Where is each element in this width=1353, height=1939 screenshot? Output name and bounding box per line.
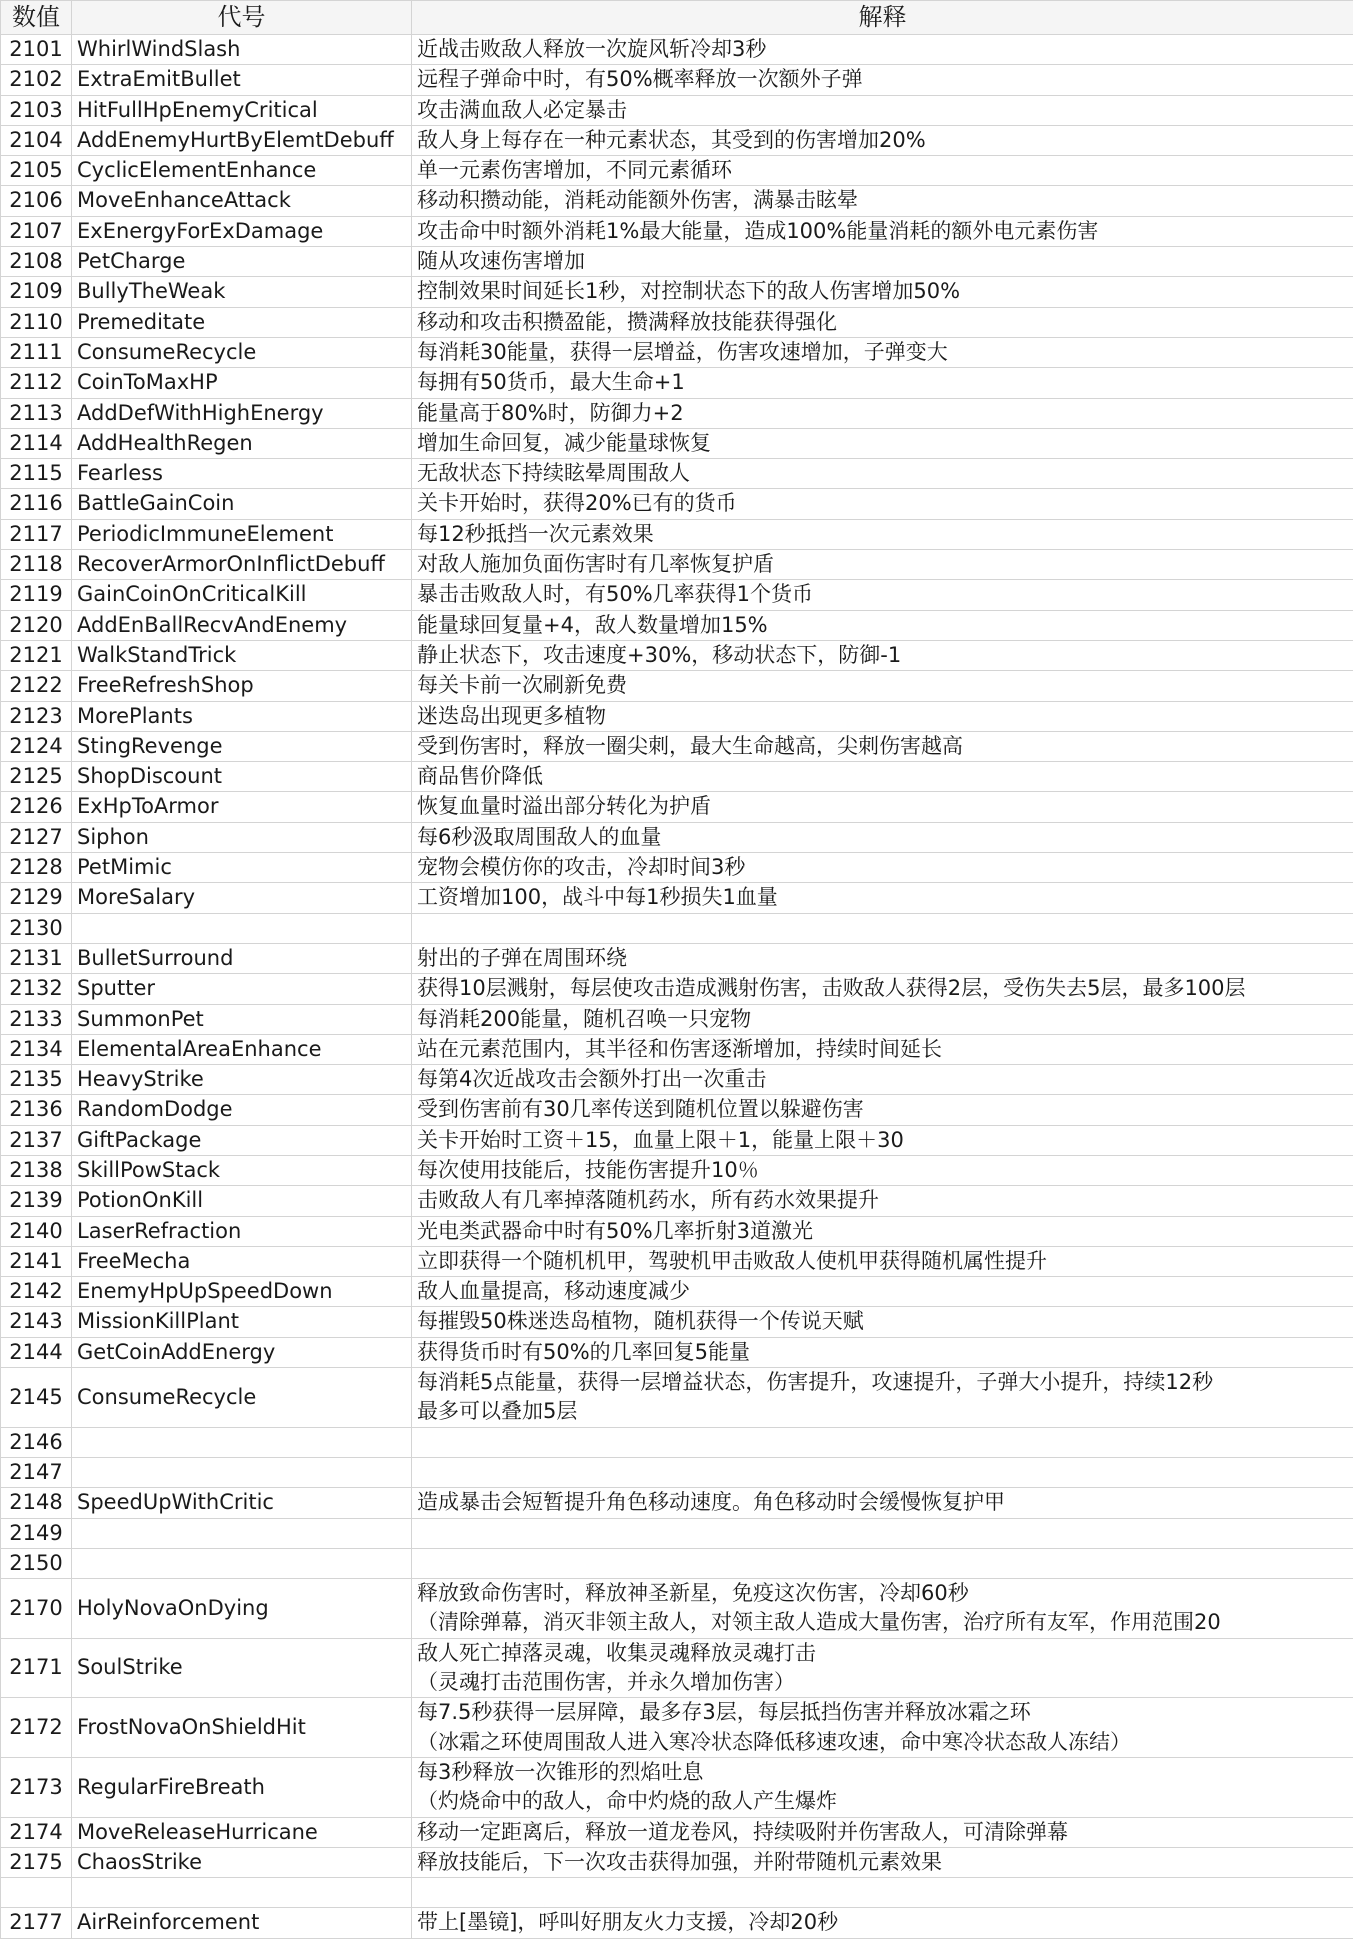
cell-num[interactable]: 2121 xyxy=(1,640,72,670)
header-row xyxy=(1,1,1353,35)
cell-code[interactable]: AddHealthRegen xyxy=(72,428,412,458)
cell-num[interactable]: 2120 xyxy=(1,610,72,640)
cell-code[interactable]: FreeMecha xyxy=(72,1246,412,1276)
cell-num[interactable]: 2136 xyxy=(1,1095,72,1125)
cell-desc[interactable] xyxy=(412,701,1353,731)
table-row xyxy=(1,247,1353,277)
cell-code[interactable]: CyclicElementEnhance xyxy=(72,156,412,186)
cell-code[interactable]: RegularFireBreath xyxy=(72,1757,412,1817)
cell-code[interactable]: WhirlWindSlash xyxy=(72,35,412,65)
cell-desc[interactable] xyxy=(412,1337,1353,1367)
table-row xyxy=(1,1065,1353,1095)
cell-num[interactable]: 2122 xyxy=(1,671,72,701)
table-row xyxy=(1,337,1353,367)
desc-line: 迷迭岛出现更多植物 xyxy=(417,702,1353,731)
table-row xyxy=(1,307,1353,337)
cell-desc[interactable] xyxy=(412,1457,1353,1487)
desc-line: 关卡开始时工资＋15，血量上限＋1，能量上限＋30 xyxy=(417,1126,1353,1155)
cell-code[interactable] xyxy=(72,1518,412,1548)
cell-desc[interactable] xyxy=(412,1908,1353,1938)
cell-code[interactable]: AddDefWithHighEnergy xyxy=(72,398,412,428)
desc-line: 每7.5秒获得一层屏障，最多存3层，每层抵挡伤害并释放冰霜之环 xyxy=(417,1698,1353,1727)
cell-code[interactable]: MoveReleaseHurricane xyxy=(72,1817,412,1847)
cell-num[interactable]: 2125 xyxy=(1,762,72,792)
table-row xyxy=(1,125,1353,155)
cell-code[interactable]: BullyTheWeak xyxy=(72,277,412,307)
cell-code[interactable]: Siphon xyxy=(72,822,412,852)
cell-num[interactable]: 2174 xyxy=(1,1817,72,1847)
cell-desc[interactable] xyxy=(412,1757,1353,1817)
header-num[interactable]: 数值 xyxy=(1,1,72,35)
cell-desc[interactable] xyxy=(412,1638,1353,1698)
cell-desc[interactable] xyxy=(412,671,1353,701)
cell-code[interactable]: FrostNovaOnShieldHit xyxy=(72,1698,412,1758)
desc-line: 暴击击败敌人时，有50%几率获得1个货币 xyxy=(417,580,1353,609)
header-code[interactable]: 代号 xyxy=(72,1,412,35)
cell-code[interactable]: FreeRefreshShop xyxy=(72,671,412,701)
cell-num[interactable]: 2128 xyxy=(1,853,72,883)
cell-desc[interactable] xyxy=(412,156,1353,186)
cell-num[interactable]: 2144 xyxy=(1,1337,72,1367)
desc-line: （清除弹幕，消灭非领主敌人，对领主敌人造成大量伤害，治疗所有友军，作用范围20 xyxy=(417,1608,1353,1637)
table-row xyxy=(1,1847,1353,1877)
cell-desc[interactable] xyxy=(412,580,1353,610)
cell-num[interactable]: 2124 xyxy=(1,731,72,761)
cell-num[interactable]: 2171 xyxy=(1,1638,72,1698)
desc-line: 光电类武器命中时有50%几率折射3道激光 xyxy=(417,1217,1353,1246)
table-row xyxy=(1,1034,1353,1064)
cell-code[interactable]: GiftPackage xyxy=(72,1125,412,1155)
cell-code[interactable]: BulletSurround xyxy=(72,943,412,973)
cell-code[interactable] xyxy=(72,1427,412,1457)
cell-code[interactable]: MoreSalary xyxy=(72,883,412,913)
cell-desc[interactable] xyxy=(412,1847,1353,1877)
cell-desc[interactable] xyxy=(412,610,1353,640)
cell-num[interactable]: 2135 xyxy=(1,1065,72,1095)
cell-desc[interactable] xyxy=(412,1277,1353,1307)
table-row xyxy=(1,368,1353,398)
table-row xyxy=(1,1698,1353,1758)
cell-desc[interactable] xyxy=(412,974,1353,1004)
cell-code[interactable]: ExEnergyForExDamage xyxy=(72,216,412,246)
cell-num[interactable]: 2113 xyxy=(1,398,72,428)
cell-num[interactable]: 2132 xyxy=(1,974,72,1004)
cell-num[interactable]: 2117 xyxy=(1,519,72,549)
cell-desc[interactable] xyxy=(412,913,1353,943)
cell-code[interactable]: SpeedUpWithCritic xyxy=(72,1488,412,1518)
cell-desc[interactable] xyxy=(412,731,1353,761)
cell-num[interactable]: 2141 xyxy=(1,1246,72,1276)
cell-code[interactable]: GetCoinAddEnergy xyxy=(72,1337,412,1367)
table-row xyxy=(1,1757,1353,1817)
cell-num[interactable]: 2140 xyxy=(1,1216,72,1246)
cell-num[interactable]: 2118 xyxy=(1,550,72,580)
desc-line: 攻击满血敌人必定暴击 xyxy=(417,96,1353,125)
cell-num[interactable]: 2170 xyxy=(1,1579,72,1639)
table-row xyxy=(1,913,1353,943)
table-row xyxy=(1,853,1353,883)
table-row xyxy=(1,1004,1353,1034)
cell-num[interactable]: 2114 xyxy=(1,428,72,458)
desc-line: 释放致命伤害时，释放神圣新星，免疫这次伤害，冷却60秒 xyxy=(417,1579,1353,1608)
cell-code[interactable] xyxy=(72,1878,412,1908)
desc-line: 敌人身上每存在一种元素状态，其受到的伤害增加20% xyxy=(417,126,1353,155)
cell-num[interactable]: 2103 xyxy=(1,95,72,125)
cell-desc[interactable] xyxy=(412,519,1353,549)
cell-num[interactable]: 2149 xyxy=(1,1518,72,1548)
cell-num[interactable]: 2147 xyxy=(1,1457,72,1487)
desc-line: 每消耗30能量，获得一层增益，伤害攻速增加，子弹变大 xyxy=(417,338,1353,367)
desc-line: 站在元素范围内，其半径和伤害逐渐增加，持续时间延长 xyxy=(417,1035,1353,1064)
cell-code[interactable]: BattleGainCoin xyxy=(72,489,412,519)
desc-line: 移动积攒动能，消耗动能额外伤害，满暴击眩晕 xyxy=(417,186,1353,215)
cell-code[interactable]: Fearless xyxy=(72,459,412,489)
cell-desc[interactable] xyxy=(412,1307,1353,1337)
cell-desc[interactable] xyxy=(412,489,1353,519)
cell-code[interactable]: PetCharge xyxy=(72,247,412,277)
cell-desc[interactable] xyxy=(412,125,1353,155)
cell-desc[interactable] xyxy=(412,1368,1353,1428)
cell-code[interactable]: SummonPet xyxy=(72,1004,412,1034)
desc-line: 获得货币时有50%的几率回复5能量 xyxy=(417,1338,1353,1367)
cell-num[interactable]: 2110 xyxy=(1,307,72,337)
cell-desc[interactable] xyxy=(412,1246,1353,1276)
desc-line: 每12秒抵挡一次元素效果 xyxy=(417,520,1353,549)
cell-desc[interactable] xyxy=(412,550,1353,580)
desc-line: 击败敌人有几率掉落随机药水，所有药水效果提升 xyxy=(417,1186,1353,1215)
cell-code[interactable]: RandomDodge xyxy=(72,1095,412,1125)
cell-num[interactable]: 2116 xyxy=(1,489,72,519)
cell-code[interactable]: CoinToMaxHP xyxy=(72,368,412,398)
desc-line: 射出的子弹在周围环绕 xyxy=(417,944,1353,973)
cell-desc[interactable] xyxy=(412,368,1353,398)
desc-line: （灼烧命中的敌人，命中灼烧的敌人产生爆炸 xyxy=(417,1787,1353,1816)
cell-desc[interactable] xyxy=(412,307,1353,337)
cell-num[interactable]: 2142 xyxy=(1,1277,72,1307)
cell-num[interactable]: 2123 xyxy=(1,701,72,731)
desc-line: 随从攻速伤害增加 xyxy=(417,247,1353,276)
desc-line: 每关卡前一次刷新免费 xyxy=(417,671,1353,700)
cell-desc[interactable] xyxy=(412,1427,1353,1457)
cell-desc[interactable] xyxy=(412,1065,1353,1095)
cell-code[interactable]: ChaosStrike xyxy=(72,1847,412,1877)
cell-code[interactable]: AddEnBallRecvAndEnemy xyxy=(72,610,412,640)
cell-code[interactable]: PeriodicImmuneElement xyxy=(72,519,412,549)
cell-num[interactable]: 2102 xyxy=(1,65,72,95)
cell-desc[interactable] xyxy=(412,1004,1353,1034)
cell-desc[interactable] xyxy=(412,1698,1353,1758)
cell-desc[interactable] xyxy=(412,1878,1353,1908)
table-row xyxy=(1,671,1353,701)
table-row xyxy=(1,731,1353,761)
desc-line: 每拥有50货币，最大生命+1 xyxy=(417,368,1353,397)
cell-desc[interactable] xyxy=(412,943,1353,973)
desc-line: 攻击命中时额外消耗1%最大能量，造成100%能量消耗的额外电元素伤害 xyxy=(417,217,1353,246)
table-row xyxy=(1,1548,1353,1578)
table-row xyxy=(1,35,1353,65)
cell-code[interactable] xyxy=(72,1548,412,1578)
cell-num[interactable]: 2146 xyxy=(1,1427,72,1457)
cell-code[interactable]: AddEnemyHurtByElemtDebuff xyxy=(72,125,412,155)
desc-line: （冰霜之环使周围敌人进入寒冷状态降低移速攻速，命中寒冷状态敌人冻结） xyxy=(417,1728,1353,1757)
cell-num[interactable]: 2150 xyxy=(1,1548,72,1578)
desc-line: 工资增加100，战斗中每1秒损失1血量 xyxy=(417,883,1353,912)
desc-line: 获得10层溅射，每层使攻击造成溅射伤害，击败敌人获得2层，受伤失去5层，最多100层 xyxy=(417,974,1353,1003)
cell-num[interactable]: 2137 xyxy=(1,1125,72,1155)
desc-line: 每摧毁50株迷迭岛植物，随机获得一个传说天赋 xyxy=(417,1307,1353,1336)
cell-code[interactable]: PetMimic xyxy=(72,853,412,883)
cell-num[interactable]: 2143 xyxy=(1,1307,72,1337)
cell-desc[interactable] xyxy=(412,277,1353,307)
cell-code[interactable]: StingRevenge xyxy=(72,731,412,761)
cell-desc[interactable] xyxy=(412,822,1353,852)
table-row xyxy=(1,1817,1353,1847)
desc-line: 商品售价降低 xyxy=(417,762,1353,791)
table-body xyxy=(1,35,1353,1939)
table-row xyxy=(1,1337,1353,1367)
desc-line: 增加生命回复，减少能量球恢复 xyxy=(417,429,1353,458)
table-row xyxy=(1,550,1353,580)
desc-line: 近战击败敌人释放一次旋风斩冷却3秒 xyxy=(417,35,1353,64)
table-row xyxy=(1,792,1353,822)
cell-code[interactable]: SkillPowStack xyxy=(72,1155,412,1185)
table-row xyxy=(1,1427,1353,1457)
table-row xyxy=(1,277,1353,307)
cell-num[interactable]: 2104 xyxy=(1,125,72,155)
table-row xyxy=(1,1277,1353,1307)
desc-line: 远程子弹命中时，有50%概率释放一次额外子弹 xyxy=(417,65,1353,94)
cell-num[interactable]: 2108 xyxy=(1,247,72,277)
desc-line: 释放技能后，下一次攻击获得加强，并附带随机元素效果 xyxy=(417,1848,1353,1877)
cell-desc[interactable] xyxy=(412,1125,1353,1155)
cell-desc[interactable] xyxy=(412,1548,1353,1578)
desc-line: （灵魂打击范围伤害，并永久增加伤害） xyxy=(417,1668,1353,1697)
header-desc[interactable]: 解释 xyxy=(412,1,1353,35)
cell-num[interactable]: 2111 xyxy=(1,337,72,367)
cell-code[interactable]: ExHpToArmor xyxy=(72,792,412,822)
cell-num[interactable]: 2130 xyxy=(1,913,72,943)
table-row xyxy=(1,1638,1353,1698)
cell-num[interactable]: 2126 xyxy=(1,792,72,822)
desc-line: 单一元素伤害增加，不同元素循环 xyxy=(417,156,1353,185)
cell-desc[interactable] xyxy=(412,1518,1353,1548)
cell-num[interactable]: 2101 xyxy=(1,35,72,65)
table-row xyxy=(1,1307,1353,1337)
cell-num[interactable]: 2133 xyxy=(1,1004,72,1034)
desc-line: 造成暴击会短暂提升角色移动速度。角色移动时会缓慢恢复护甲 xyxy=(417,1488,1353,1517)
desc-line: 能量球回复量+4，敌人数量增加15% xyxy=(417,611,1353,640)
table-row xyxy=(1,701,1353,731)
table-row xyxy=(1,762,1353,792)
table-row xyxy=(1,1246,1353,1276)
cell-code[interactable]: ConsumeRecycle xyxy=(72,337,412,367)
cell-num[interactable]: 2109 xyxy=(1,277,72,307)
table-row xyxy=(1,580,1353,610)
cell-code[interactable]: MorePlants xyxy=(72,701,412,731)
cell-desc[interactable] xyxy=(412,216,1353,246)
cell-num[interactable]: 2127 xyxy=(1,822,72,852)
cell-desc[interactable] xyxy=(412,1579,1353,1639)
table-row xyxy=(1,95,1353,125)
desc-line: 无敌状态下持续眩晕周围敌人 xyxy=(417,459,1353,488)
cell-num[interactable] xyxy=(1,1878,72,1908)
cell-num[interactable]: 2115 xyxy=(1,459,72,489)
cell-desc[interactable] xyxy=(412,35,1353,65)
cell-desc[interactable] xyxy=(412,337,1353,367)
table-row xyxy=(1,943,1353,973)
cell-code[interactable]: HitFullHpEnemyCritical xyxy=(72,95,412,125)
desc-line: 受到伤害前有30几率传送到随机位置以躲避伤害 xyxy=(417,1095,1353,1124)
cell-desc[interactable] xyxy=(412,247,1353,277)
cell-code[interactable]: EnemyHpUpSpeedDown xyxy=(72,1277,412,1307)
table-row xyxy=(1,974,1353,1004)
table-row xyxy=(1,1908,1353,1938)
desc-line: 关卡开始时，获得20%已有的货币 xyxy=(417,489,1353,518)
cell-num[interactable]: 2145 xyxy=(1,1368,72,1428)
table-row xyxy=(1,519,1353,549)
table-row xyxy=(1,1155,1353,1185)
cell-num[interactable]: 2175 xyxy=(1,1847,72,1877)
table-row xyxy=(1,1488,1353,1518)
cell-code[interactable]: AirReinforcement xyxy=(72,1908,412,1938)
cell-desc[interactable] xyxy=(412,1488,1353,1518)
cell-num[interactable]: 2107 xyxy=(1,216,72,246)
cell-code[interactable] xyxy=(72,913,412,943)
cell-desc[interactable] xyxy=(412,428,1353,458)
cell-code[interactable]: SoulStrike xyxy=(72,1638,412,1698)
cell-num[interactable]: 2129 xyxy=(1,883,72,913)
cell-code[interactable]: Premeditate xyxy=(72,307,412,337)
cell-desc[interactable] xyxy=(412,1095,1353,1125)
cell-desc[interactable] xyxy=(412,883,1353,913)
cell-code[interactable]: HeavyStrike xyxy=(72,1065,412,1095)
cell-code[interactable]: LaserRefraction xyxy=(72,1216,412,1246)
cell-num[interactable]: 2134 xyxy=(1,1034,72,1064)
cell-code[interactable]: ConsumeRecycle xyxy=(72,1368,412,1428)
cell-num[interactable]: 2138 xyxy=(1,1155,72,1185)
cell-num[interactable]: 2172 xyxy=(1,1698,72,1758)
table-row xyxy=(1,398,1353,428)
cell-desc[interactable] xyxy=(412,95,1353,125)
table-row xyxy=(1,1579,1353,1639)
cell-desc[interactable] xyxy=(412,459,1353,489)
cell-code[interactable]: ElementalAreaEnhance xyxy=(72,1034,412,1064)
cell-desc[interactable] xyxy=(412,792,1353,822)
desc-line: 带上[墨镜]，呼叫好朋友火力支援，冷却20秒 xyxy=(417,1908,1353,1937)
table-row xyxy=(1,883,1353,913)
desc-line: 每6秒汲取周围敌人的血量 xyxy=(417,823,1353,852)
table-row xyxy=(1,156,1353,186)
desc-line: 移动和攻击积攒盈能，攒满释放技能获得强化 xyxy=(417,308,1353,337)
desc-line: 对敌人施加负面伤害时有几率恢复护盾 xyxy=(417,550,1353,579)
table-row xyxy=(1,1878,1353,1908)
cell-num[interactable]: 2119 xyxy=(1,580,72,610)
table-row xyxy=(1,1125,1353,1155)
desc-line: 每消耗200能量，随机召唤一只宠物 xyxy=(417,1005,1353,1034)
cell-num[interactable]: 2173 xyxy=(1,1757,72,1817)
cell-num[interactable]: 2105 xyxy=(1,156,72,186)
desc-line: 恢复血量时溢出部分转化为护盾 xyxy=(417,792,1353,821)
desc-line: 敌人血量提高，移动速度减少 xyxy=(417,1277,1353,1306)
cell-code[interactable]: GainCoinOnCriticalKill xyxy=(72,580,412,610)
cell-code[interactable]: WalkStandTrick xyxy=(72,640,412,670)
desc-line: 静止状态下，攻击速度+30%，移动状态下，防御-1 xyxy=(417,641,1353,670)
cell-num[interactable]: 2148 xyxy=(1,1488,72,1518)
desc-line: 能量高于80%时，防御力+2 xyxy=(417,399,1353,428)
cell-code[interactable]: HolyNovaOnDying xyxy=(72,1579,412,1639)
table-row xyxy=(1,1518,1353,1548)
desc-line: 每3秒释放一次锥形的烈焰吐息 xyxy=(417,1758,1353,1787)
cell-desc[interactable] xyxy=(412,1186,1353,1216)
cell-code[interactable]: RecoverArmorOnInflictDebuff xyxy=(72,550,412,580)
cell-code[interactable]: ShopDiscount xyxy=(72,762,412,792)
desc-line: 立即获得一个随机机甲，驾驶机甲击败敌人使机甲获得随机属性提升 xyxy=(417,1247,1353,1276)
table-row xyxy=(1,1095,1353,1125)
cell-num[interactable]: 2106 xyxy=(1,186,72,216)
table-row xyxy=(1,1368,1353,1428)
cell-desc[interactable] xyxy=(412,1155,1353,1185)
desc-line: 每第4次近战攻击会额外打出一次重击 xyxy=(417,1065,1353,1094)
cell-desc[interactable] xyxy=(412,762,1353,792)
cell-num[interactable]: 2139 xyxy=(1,1186,72,1216)
desc-line: 受到伤害时，释放一圈尖刺，最大生命越高，尖刺伤害越高 xyxy=(417,732,1353,761)
cell-desc[interactable] xyxy=(412,1216,1353,1246)
cell-desc[interactable] xyxy=(412,640,1353,670)
cell-code[interactable]: ExtraEmitBullet xyxy=(72,65,412,95)
table-row xyxy=(1,216,1353,246)
desc-line: 移动一定距离后，释放一道龙卷风，持续吸附并伤害敌人，可清除弹幕 xyxy=(417,1818,1353,1847)
cell-code[interactable]: Sputter xyxy=(72,974,412,1004)
cell-desc[interactable] xyxy=(412,186,1353,216)
table-row xyxy=(1,489,1353,519)
cell-desc[interactable] xyxy=(412,1817,1353,1847)
cell-num[interactable]: 2131 xyxy=(1,943,72,973)
cell-code[interactable] xyxy=(72,1457,412,1487)
table-row xyxy=(1,186,1353,216)
table-row xyxy=(1,640,1353,670)
table-row xyxy=(1,65,1353,95)
desc-line: 最多可以叠加5层 xyxy=(417,1397,1353,1426)
cell-desc[interactable] xyxy=(412,398,1353,428)
table-row xyxy=(1,822,1353,852)
cell-desc[interactable] xyxy=(412,65,1353,95)
cell-code[interactable]: MoveEnhanceAttack xyxy=(72,186,412,216)
table-row xyxy=(1,610,1353,640)
table-row xyxy=(1,1186,1353,1216)
table-row xyxy=(1,428,1353,458)
table-row xyxy=(1,1457,1353,1487)
cell-code[interactable]: PotionOnKill xyxy=(72,1186,412,1216)
desc-line: 每消耗5点能量，获得一层增益状态，伤害提升，攻速提升，子弹大小提升，持续12秒 xyxy=(417,1368,1353,1397)
desc-line: 控制效果时间延长1秒，对控制状态下的敌人伤害增加50% xyxy=(417,277,1353,306)
cell-desc[interactable] xyxy=(412,853,1353,883)
cell-num[interactable]: 2177 xyxy=(1,1908,72,1938)
cell-desc[interactable] xyxy=(412,1034,1353,1064)
cell-num[interactable]: 2112 xyxy=(1,368,72,398)
table-row xyxy=(1,459,1353,489)
desc-line: 每次使用技能后，技能伤害提升10％ xyxy=(417,1156,1353,1185)
desc-line: 敌人死亡掉落灵魂，收集灵魂释放灵魂打击 xyxy=(417,1639,1353,1668)
desc-line: 宠物会模仿你的攻击，冷却时间3秒 xyxy=(417,853,1353,882)
cell-code[interactable]: MissionKillPlant xyxy=(72,1307,412,1337)
table-row xyxy=(1,1216,1353,1246)
